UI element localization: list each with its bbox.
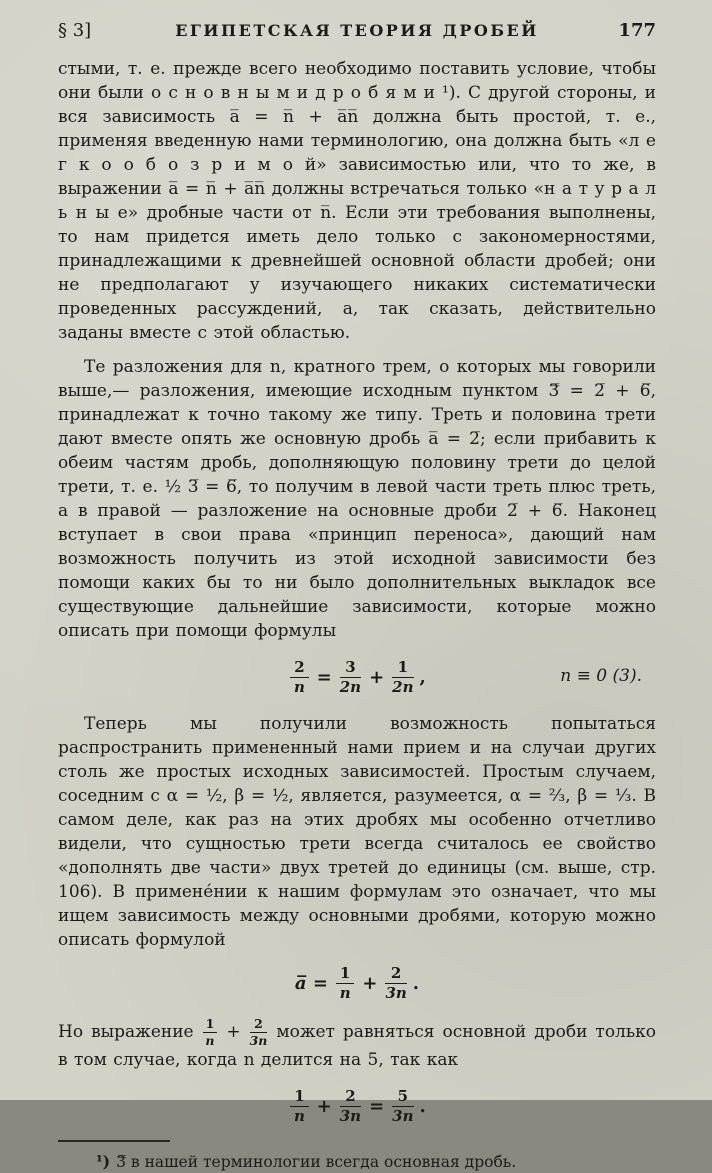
text-run: может равняться основной дроби только в том случае, когда n делится на 5, так как xyxy=(58,1021,656,1070)
paragraph-extension: Теперь мы получили возможность попытаться распространить примененный нами прием и на случаи других столь же простых исходных зависимостей. Простым случаем, соседним с α = ½, β = ½, является, разумеется, α = ⅔, β = ⅓. В самом деле, как раз на этих дробях мы особенно отчетливо видели, что сущностью трети всегда считалось ее свойство «дополнять две части» двух третей до единицы (см. выше, стр. 106). В примене́нии к нашим формулам это означает, что мы ищем зависимость между основными дробями, которую можно описать формулой xyxy=(58,713,656,950)
footnote-marker: ¹) xyxy=(96,1152,111,1171)
equation-condition: n ≡ 0 (3). xyxy=(560,666,642,687)
fraction: $\frac{3}{2n}$ xyxy=(339,658,362,697)
running-title: ЕГИПЕТСКАЯ ТЕОРИЯ ДРОБЕЙ xyxy=(175,21,539,40)
plus-sign: + xyxy=(362,972,378,994)
equals-sign: = xyxy=(316,667,332,689)
period: . xyxy=(412,972,420,994)
fraction: $\frac{2}{n}$ xyxy=(290,659,308,697)
fraction: $\frac{1}{n}$ xyxy=(203,1017,218,1048)
fraction: $\frac{1}{2n}$ xyxy=(392,658,414,697)
fraction: $\frac{2}{3n}$ xyxy=(249,1016,268,1048)
fraction: $\frac{1}{n}$ xyxy=(336,965,354,1003)
text-run: Но выражение xyxy=(58,1021,202,1042)
paragraph-but-expression xyxy=(58,1017,656,1072)
equation-a-bar xyxy=(58,965,656,1003)
plus-sign: + xyxy=(218,1021,249,1042)
footnote xyxy=(58,1151,656,1173)
comma: , xyxy=(419,667,426,689)
equation-2n-formula xyxy=(288,659,426,697)
fraction: $\frac{2}{3n}$ xyxy=(339,1086,362,1125)
fraction: $\frac{1}{n}$ xyxy=(290,1088,308,1126)
fraction: $\frac{2}{3n}$ xyxy=(385,963,407,1002)
page-header xyxy=(58,20,656,41)
footnote-block xyxy=(58,1140,656,1173)
period: . xyxy=(419,1095,426,1117)
a-bar-lhs: a̅ = xyxy=(294,972,328,994)
fraction: $\frac{5}{3n}$ xyxy=(392,1086,414,1125)
section-marker: § 3] xyxy=(58,20,92,41)
equation-2n xyxy=(58,656,656,697)
paragraph-decompositions: Те разложения для n, кратного трем, о которых мы говорили выше,— разложения, имеющие исходным пунктом 3̿ = 2̅ + 6̅, принадлежат к точно такому же типу. Треть и половина трети дают вместе опять же основную дробь a̅ = 2̅; если прибавить к обеим частям дробь, дополняющую половину трети до целой трети, т. е. ½ 3̅ = 6̅, то получим в левой части треть плюс треть, а в правой — разложение на основные дроби 2̅ + 6̅. Наконец вступает в свои права «принцип переноса», дающий нам возможность получить из этой исходной зависимости без помощи каких бы то ни было дополнительных выкладок все существующие дальнейшие зависимости, которые можно описать при помощи формулы xyxy=(58,357,656,641)
plus-sign: + xyxy=(316,1095,332,1117)
equation-five-thirds-n-formula xyxy=(288,1088,426,1126)
footnote-text: 3̿ в нашей терминологии всегда основная дробь. xyxy=(116,1153,517,1171)
equals-sign: = xyxy=(369,1095,385,1117)
paragraph-continuation: стыми, т. е. прежде всего необходимо поставить условие, чтобы они были о с н о в н ы м и д р о б я м и ¹). С другой стороны, и вся зависимость a̅ = n̅ + a̅n̅ должна быть простой, т. е., применяя введенную нами терминологию, она должна быть «л е г к о о б о з р и м о й» зависимостью или, что то же, в выражении a̅ = n̅ + a̅n̅ должны встречаться только «н а т у р а л ь н ы е» дробные части от n̅. Если эти требования выполнены, то нам придется иметь дело только с закономерностями, принадлежащими к древнейшей основной области дробей; они не предполагают у изучающего никаких систематически проведенных рассуждений, а, так сказать, действительно заданы вместе с этой областью. xyxy=(58,59,656,343)
equation-five-thirds-n xyxy=(58,1085,656,1126)
plus-sign: + xyxy=(369,667,385,689)
page-number: 177 xyxy=(618,20,656,41)
page-body xyxy=(58,57,656,1140)
footnote-rule xyxy=(58,1140,170,1142)
equation-a-bar-formula xyxy=(295,965,419,1003)
